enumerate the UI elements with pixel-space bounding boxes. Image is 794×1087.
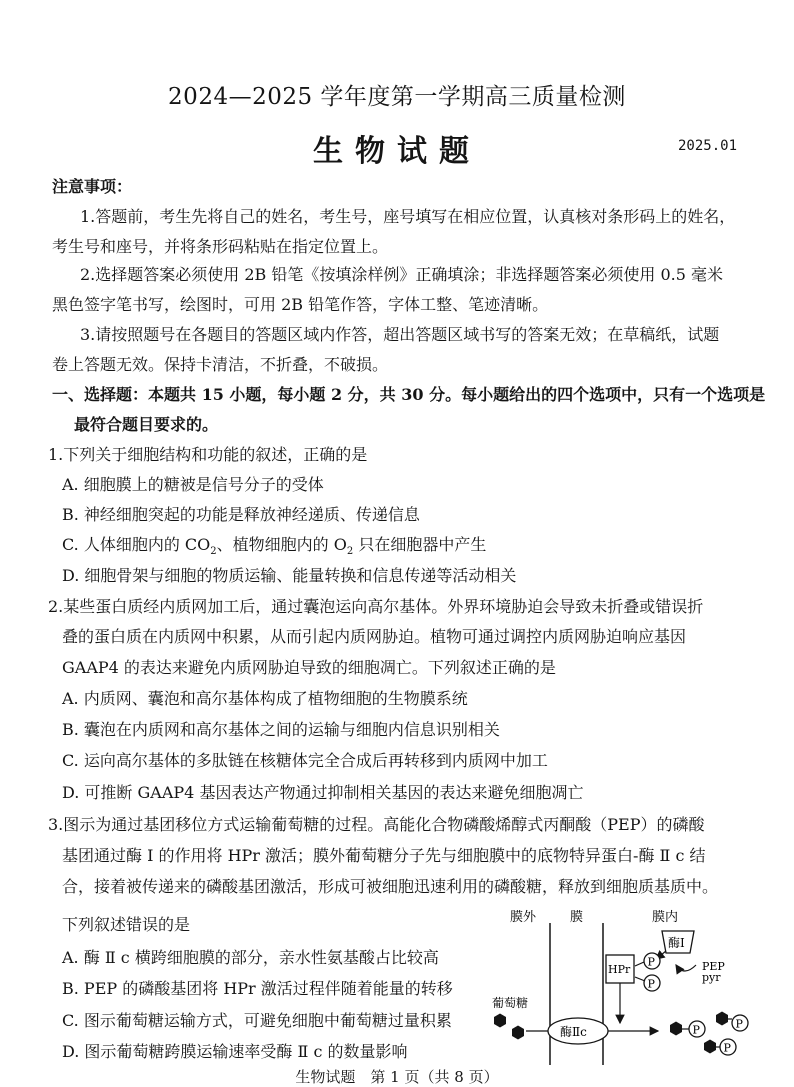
q2-stem-cont: GAAP4 的表达来避免内质网胁迫导致的细胞凋亡。下列叙述正确的是	[62, 658, 556, 677]
exam-date: 2025.01	[678, 138, 738, 154]
q2-option-b: B. 囊泡在内质网和高尔基体之间的运输与细胞内信息识别相关	[62, 720, 500, 739]
q3-option-a: A. 酶 Ⅱ c 横跨细胞膜的部分，亲水性氨基酸占比较高	[62, 948, 439, 967]
pep-label: PEP	[702, 960, 725, 973]
subject-title: 生物试题	[313, 134, 481, 169]
q2-option-a: A. 内质网、囊泡和高尔基体构成了植物细胞的生物膜系统	[62, 689, 468, 708]
q3-stem-cont: 合，接着被传递来的磷酸基团激活，形成可被细胞迅速利用的磷酸糖，释放到细胞质基质中。	[62, 877, 719, 896]
notice-line: 卷上答题无效。保持卡清洁，不折叠，不破损。	[52, 355, 389, 374]
glucose-transport-diagram	[470, 905, 770, 1065]
enzyme1-label: 酶Ⅰ	[668, 936, 685, 950]
q2-option-c: C. 运向高尔基体的多肽链在核糖体完全合成后再转移到内质网中加工	[62, 751, 548, 770]
q2-stem-cont: 叠的蛋白质在内质网中积累，从而引起内质网胁迫。植物可通过调控内质网胁迫响应基因	[62, 627, 687, 646]
section-heading: 一、选择题：本题共 15 小题，每小题 2 分，共 30 分。每小题给出的四个选项中，只有一个选项是	[52, 385, 766, 404]
membrane-label: 膜	[570, 910, 584, 925]
phosphate-label: P	[647, 955, 655, 969]
glucose-molecule	[512, 1026, 524, 1040]
glucose-molecule	[494, 1014, 506, 1028]
q3-option-d: D. 图示葡萄糖跨膜运输速率受酶 Ⅱ c 的数量影响	[62, 1042, 408, 1061]
q3-option-c: C. 图示葡萄糖运输方式，可避免细胞中葡萄糖过量积累	[62, 1011, 452, 1030]
svg-text:P: P	[723, 1041, 731, 1055]
q3-option-b: B. PEP 的磷酸基团将 HPr 激活过程伴随着能量的转移	[62, 979, 453, 998]
q2-option-d: D. 可推断 GAAP4 基因表达产物通过抑制相关基因的表达来避免细胞凋亡	[62, 783, 584, 802]
svg-text:P: P	[735, 1017, 743, 1031]
glucose-phosphate-molecule	[704, 1040, 716, 1054]
q1-option-b: B. 神经细胞突起的功能是释放神经递质、传递信息	[62, 505, 420, 524]
svg-text:P: P	[692, 1023, 700, 1037]
notice-line: 黑色签字笔书写，绘图时，可用 2B 铅笔作答，字体工整、笔迹清晰。	[52, 295, 549, 314]
notice-line: 1.答题前，考生先将自己的姓名，考生号，座号填写在相应位置，认真核对条形码上的姓名，	[80, 207, 736, 226]
pyr-label: pyr	[702, 971, 721, 984]
notice-line: 2.选择题答案必须使用 2B 铅笔《按填涂样例》正确填涂；非选择题答案必须使用 0.5 毫米	[80, 265, 723, 284]
svg-text:P: P	[647, 977, 655, 991]
q3-stem-cont: 下列叙述错误的是	[62, 915, 191, 934]
exam-title: 2024—2025 学年度第一学期高三质量检测	[168, 84, 626, 110]
q2-stem: 2.某些蛋白质经内质网加工后，通过囊泡运向高尔基体。外界环境胁迫会导致未折叠或错误折	[48, 597, 704, 616]
q3-stem: 3.图示为通过基团移位方式运输葡萄糖的过程。高能化合物磷酸烯醇式丙酮酸（PEP）的磷酸	[48, 815, 705, 834]
q1-option-d: D. 细胞骨架与细胞的物质运输、能量转换和信息传递等活动相关	[62, 566, 517, 585]
section-heading-cont: 最符合题目要求的。	[74, 415, 219, 434]
glucose-phosphate-molecule	[716, 1012, 728, 1026]
notice-line: 3.请按照题号在各题目的答题区域内作答，超出答题区域书写的答案无效；在草稿纸，试题	[80, 325, 720, 344]
q1-option-a: A. 细胞膜上的糖被是信号分子的受体	[62, 475, 324, 494]
glucose-phosphate-molecule	[670, 1022, 682, 1036]
q3-stem-cont: 基团通过酶 Ⅰ 的作用将 HPr 激活；膜外葡萄糖分子先与细胞膜中的底物特异蛋白-酶 Ⅱ c 结	[62, 846, 706, 865]
notice-line: 考生号和座号，并将条形码粘贴在指定位置上。	[52, 237, 389, 256]
glucose-label: 葡萄糖	[492, 996, 529, 1010]
enzyme2c-label: 酶Ⅱc	[560, 1025, 587, 1039]
hpr-label: HPr	[608, 963, 631, 976]
q1-stem: 1.下列关于细胞结构和功能的叙述，正确的是	[48, 445, 368, 464]
q1-option-c: C. 人体细胞内的 $CO_2$、植物细胞内的 $O_2$ 只在细胞器中产生	[62, 535, 487, 558]
page-footer: 生物试题 第 1 页（共 8 页）	[295, 1068, 499, 1086]
inside-label: 膜内	[652, 910, 679, 925]
outside-label: 膜外	[510, 910, 537, 925]
notice-heading: 注意事项：	[52, 177, 133, 196]
